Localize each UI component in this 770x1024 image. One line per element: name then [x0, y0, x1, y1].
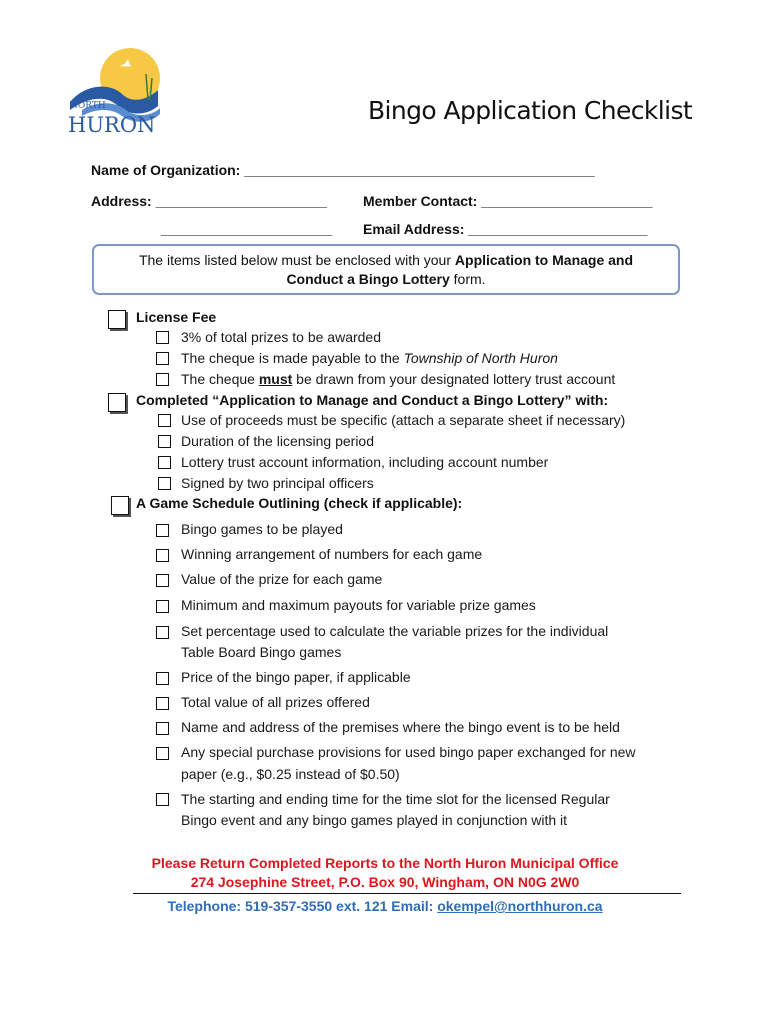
- section-checkbox-game-schedule[interactable]: [111, 496, 129, 515]
- org-label: Name of Organization:: [91, 162, 241, 178]
- address-field: [91, 193, 327, 209]
- checkbox[interactable]: [156, 722, 169, 735]
- notice-box: [92, 244, 680, 295]
- list-item: 3% of total prizes to be awarded: [181, 329, 382, 345]
- section-checkbox-application[interactable]: [108, 393, 126, 412]
- address-line2-blank[interactable]: ______________________: [161, 221, 333, 237]
- logo-huron-text: HURON: [68, 113, 156, 137]
- list-item: Use of proceeds must be specific (attach a separate sheet if necessary): [181, 412, 626, 428]
- list-item: Winning arrangement of numbers for each game: [181, 546, 483, 562]
- checkbox[interactable]: [156, 626, 169, 639]
- list-item: Signed by two principal officers: [181, 475, 374, 491]
- email-blank[interactable]: _______________________: [468, 221, 648, 237]
- footer-phone: Telephone: 519-357-3550 ext. 121 Email:: [167, 898, 438, 914]
- checkbox[interactable]: [158, 477, 171, 490]
- checkbox[interactable]: [156, 331, 169, 344]
- logo-graphic: [62, 44, 172, 144]
- section-checkbox-license-fee[interactable]: [108, 310, 126, 329]
- item-underline: must: [258, 371, 293, 387]
- footer-contact: [0, 898, 770, 914]
- checkbox[interactable]: [158, 456, 171, 469]
- checkbox[interactable]: [156, 672, 169, 685]
- logo-north-text: NORTH: [70, 101, 106, 111]
- section-title-license-fee: License Fee: [136, 309, 217, 325]
- checkbox[interactable]: [156, 697, 169, 710]
- list-item: [181, 348, 558, 369]
- list-item: Value of the prize for each game: [181, 571, 383, 587]
- checkbox[interactable]: [156, 549, 169, 562]
- section-title-application: Completed “Application to Manage and Conduct a Bingo Lottery” with:: [136, 392, 609, 408]
- email-field: [363, 221, 647, 237]
- list-item: [181, 369, 615, 390]
- checkbox[interactable]: [156, 747, 169, 760]
- checkbox[interactable]: [156, 352, 169, 365]
- page-title: Bingo Application Checklist: [368, 96, 693, 125]
- list-item-continued: Bingo event and any bingo games played in conjunction with it: [181, 812, 568, 828]
- list-item: The starting and ending time for the time slot for the licensed Regular: [181, 791, 610, 807]
- list-item: Minimum and maximum payouts for variable prize games: [181, 597, 536, 613]
- item-text: The cheque: [181, 371, 259, 387]
- list-item: Lottery trust account information, including account number: [181, 454, 549, 470]
- member-contact-blank[interactable]: ______________________: [481, 193, 653, 209]
- footer-divider: [133, 893, 681, 894]
- item-italic: Township of North Huron: [403, 350, 558, 366]
- list-item: Any special purchase provisions for used bingo paper exchanged for new: [181, 744, 636, 760]
- list-item: Total value of all prizes offered: [181, 694, 370, 710]
- item-text: The cheque is made payable to the: [181, 350, 404, 366]
- member-contact-field: [363, 193, 653, 209]
- list-item: Name and address of the premises where the bingo event is to be held: [181, 719, 620, 735]
- checkbox[interactable]: [158, 435, 171, 448]
- notice-text-1: The items listed below must be enclosed with your: [138, 252, 455, 268]
- list-item: Bingo games to be played: [181, 521, 343, 537]
- checkbox[interactable]: [156, 574, 169, 587]
- email-link[interactable]: okempel@northhuron.ca: [437, 898, 603, 914]
- list-item: Price of the bingo paper, if applicable: [181, 669, 411, 685]
- north-huron-logo: [62, 44, 172, 144]
- list-item-continued: Table Board Bingo games: [181, 644, 342, 660]
- checkbox[interactable]: [156, 793, 169, 806]
- address-line2-field[interactable]: [161, 221, 332, 237]
- checkbox[interactable]: [156, 524, 169, 537]
- list-item: Duration of the licensing period: [181, 433, 375, 449]
- list-item-continued: paper (e.g., $0.25 instead of $0.50): [181, 766, 400, 782]
- org-blank[interactable]: _____________________________________________: [244, 162, 595, 178]
- footer-address: 274 Josephine Street, P.O. Box 90, Wingham, ON N0G 2W0: [190, 874, 580, 890]
- address-label: Address:: [91, 193, 152, 209]
- org-field: [91, 162, 595, 178]
- notice-bold-2: Conduct a Bingo Lottery: [286, 271, 450, 287]
- member-contact-label: Member Contact:: [363, 193, 478, 209]
- address-blank[interactable]: ______________________: [155, 193, 327, 209]
- notice-bold-1: Application to Manage and: [454, 252, 634, 268]
- item-text: be drawn from your designated lottery trust account: [292, 371, 616, 387]
- checkbox[interactable]: [156, 600, 169, 613]
- section-title-game-schedule: A Game Schedule Outlining (check if applicable):: [136, 495, 463, 511]
- checkbox[interactable]: [156, 373, 169, 386]
- footer-return-text: Please Return Completed Reports to the North Huron Municipal Office: [151, 855, 619, 871]
- list-item: Set percentage used to calculate the variable prizes for the individual: [181, 623, 609, 639]
- email-label: Email Address:: [363, 221, 465, 237]
- checkbox[interactable]: [158, 414, 171, 427]
- notice-text-2: form.: [449, 271, 486, 287]
